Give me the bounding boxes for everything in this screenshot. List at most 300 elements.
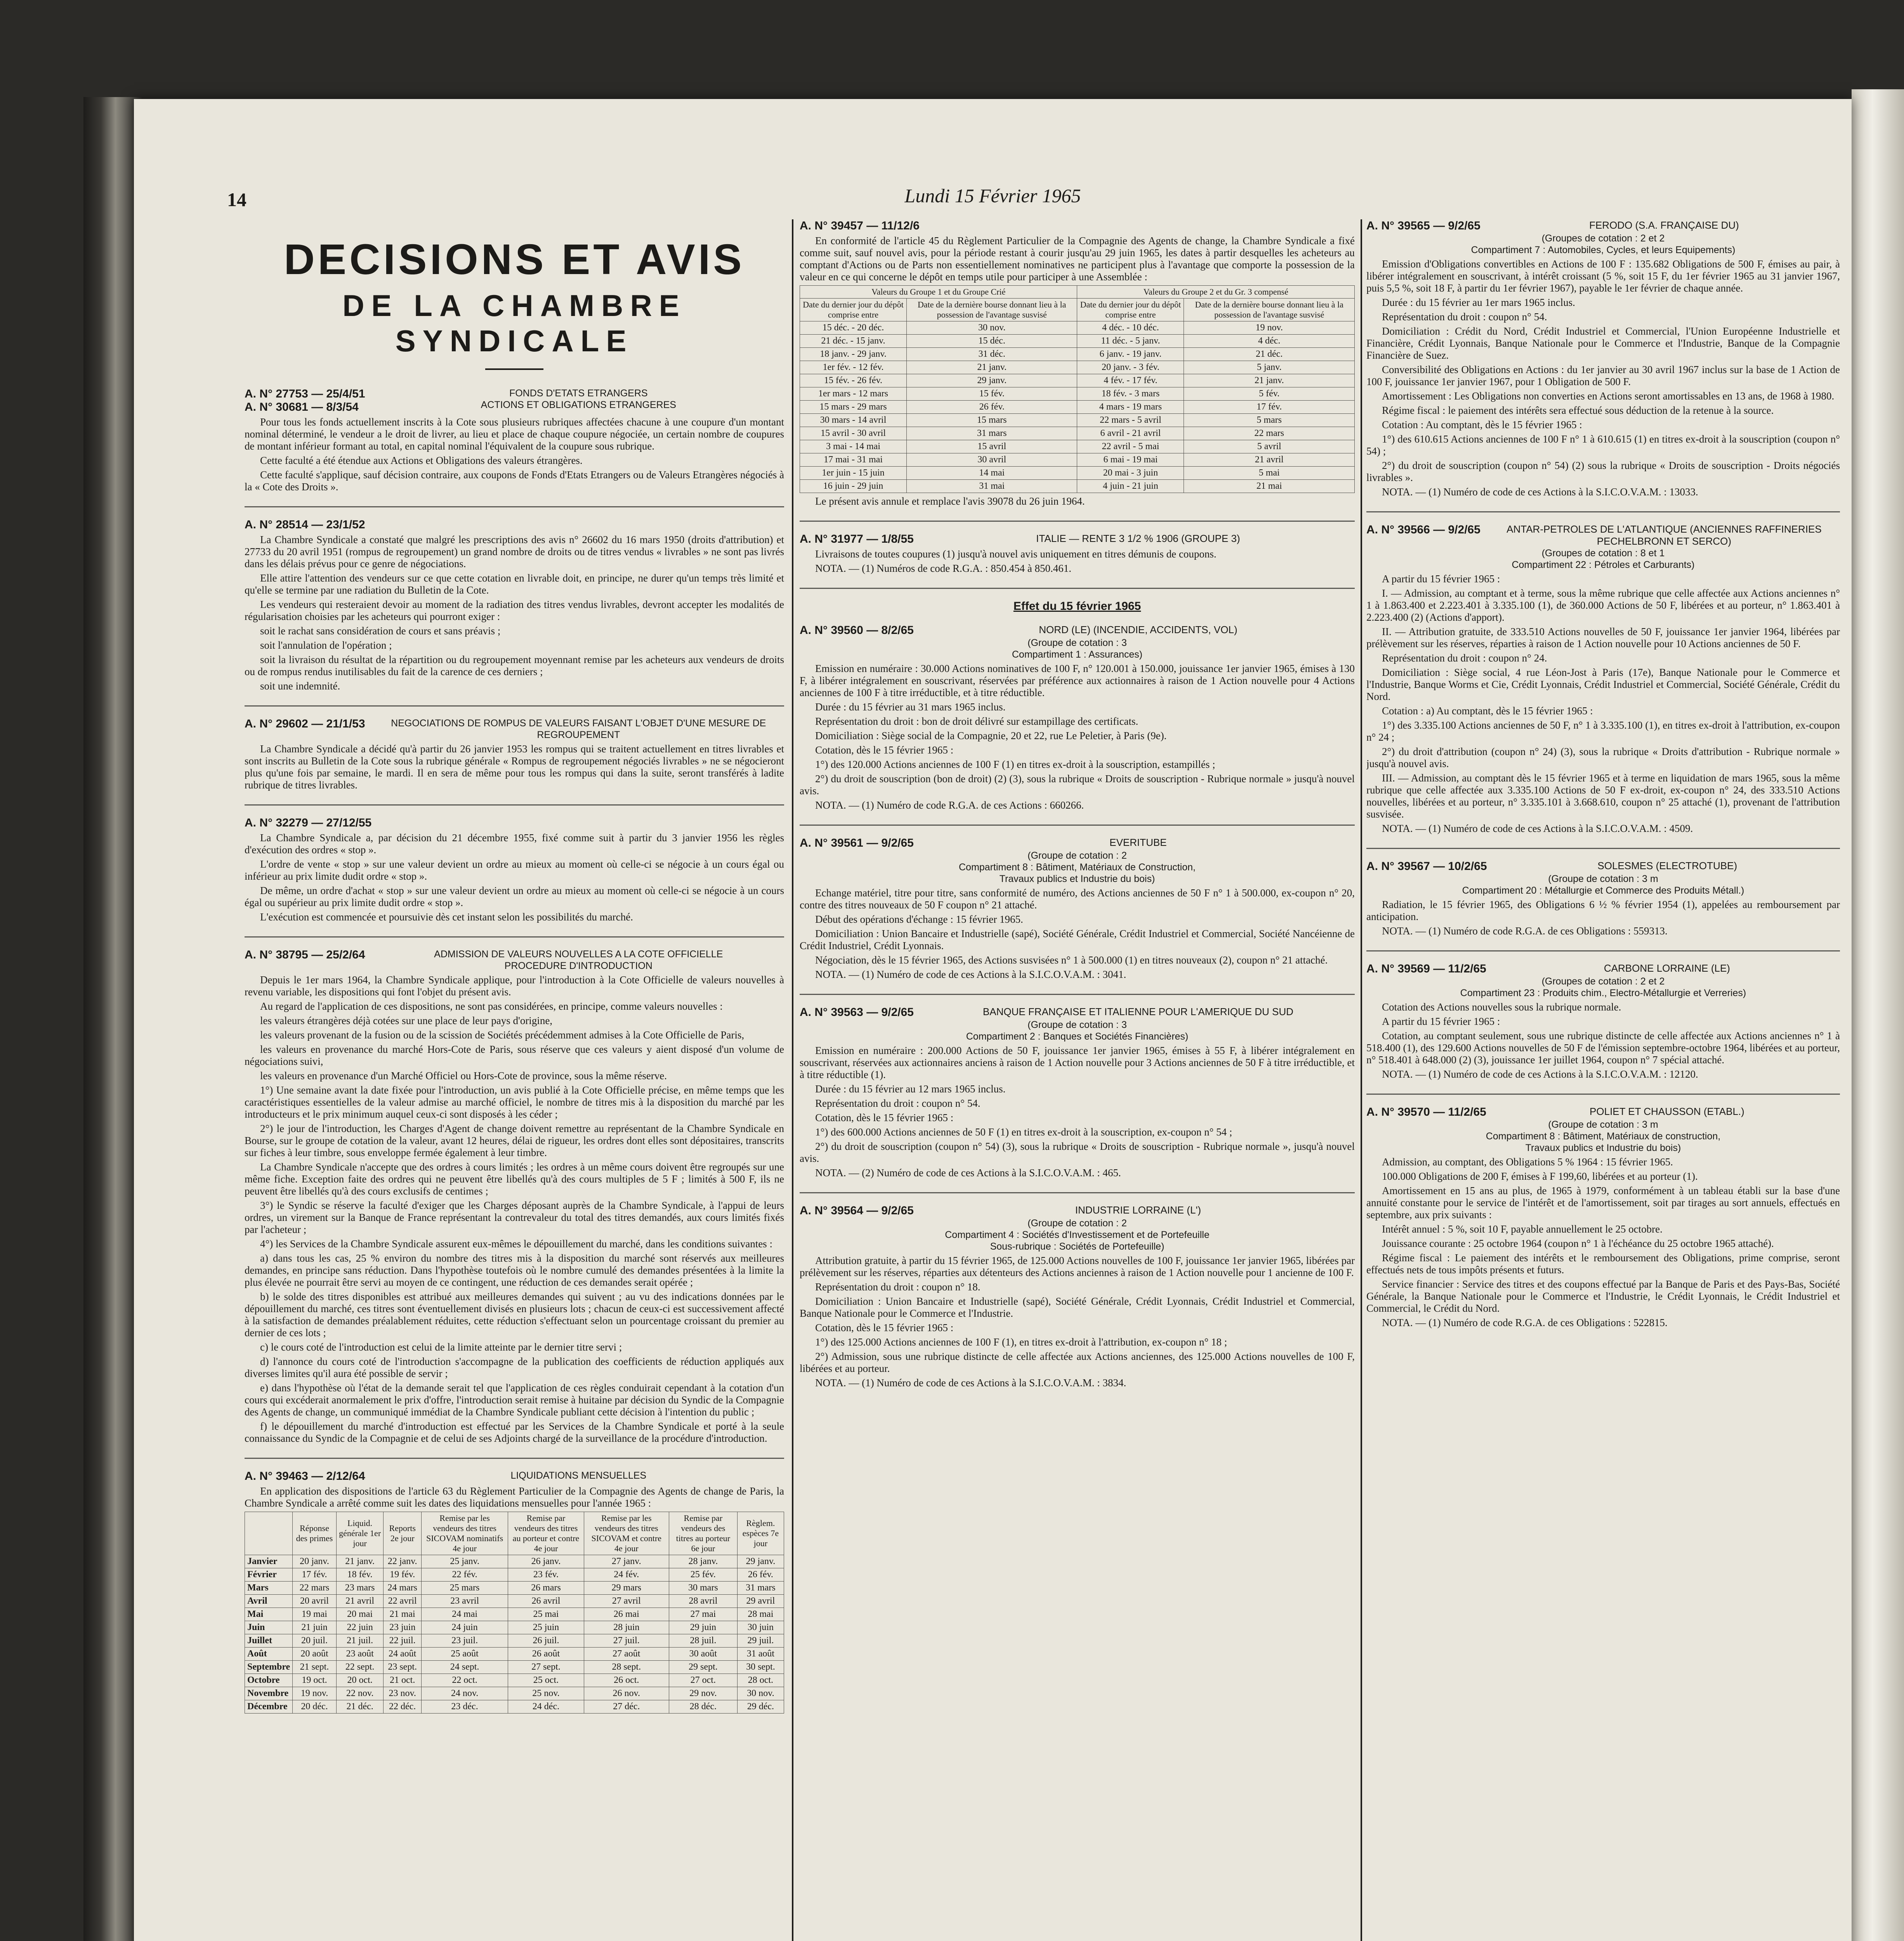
table-cell: 4 déc. - 10 déc. [1077, 321, 1184, 335]
avis-paragraph: A partir du 15 février 1965 : [1382, 573, 1500, 585]
avis-paragraph: Représentation du droit : coupon n° 24. [1382, 652, 1547, 664]
avis-paragraph: soit le rachat sans considération de cours et sans préavis ; [260, 625, 501, 637]
table-cell: 23 juin [384, 1621, 421, 1634]
table-header: Réponse des primes [293, 1512, 337, 1555]
avis-paragraph: Représentation du droit : bon de droit délivré sur estampillage des certificats. [815, 715, 1139, 727]
divider [1366, 1094, 1840, 1095]
table-cell: 21 déc. [1184, 348, 1355, 361]
avis-paragraph: II. — Attribution gratuite, de 333.510 Actions nouvelles de 50 F, jouissance 1er janvier 1964, libérées par prélèvement sur les réserves, réparties à raison de 1 Action nouvelle pour 10 Actions anciennes de 50 F. [1366, 626, 1840, 649]
avis-paragraph: f) le dépouillement du marché d'introduction est effectué par les Services de la Chambre Syndicale et porté à la seule connaissance du Syndic de la Compagnie et de celui de ses Adjoints chargé de la surveillance de la procédure d'introduction. [245, 1420, 784, 1444]
depot-table [800, 285, 1355, 493]
avis-refs [245, 1470, 365, 1483]
avis-paragraph: les valeurs en provenance d'un Marché Officiel ou Hors-Cote de province, sous la même réserve. [260, 1070, 667, 1082]
table-cell: 24 déc. [508, 1700, 584, 1714]
table-cell: 16 juin - 29 juin [800, 480, 907, 493]
avis-header [245, 816, 784, 830]
table-cell: 21 avril [1184, 453, 1355, 467]
avis-paragraph: Emission d'Obligations convertibles en Actions de 100 F : 135.682 Obligations de 500 F, émises au pair, à libérer intégralement en souscrivant, à intérêt croissant (5 %, soit 15 F, du 1er février 1965 au 31 janvier 1967, puis 5,5 %, soit 18 F, à partir du 1er février 1967), payable le 1er février de chaque année. [1366, 258, 1840, 294]
table-cell: 31 août [737, 1648, 784, 1661]
avis-note: NOTA. — (1) Numéro de code R.G.A. de ces Obligations : 522815. [1382, 1317, 1668, 1328]
table-cell: Août [245, 1648, 293, 1661]
table-row [245, 1555, 784, 1568]
avis-ref: A. N° 39566 — 9/2/65 [1366, 523, 1481, 536]
table-cell: 26 août [508, 1648, 584, 1661]
effet-heading: Effet du 15 février 1965 [1013, 600, 1141, 613]
avis-refs [245, 717, 365, 731]
table-row [245, 1661, 784, 1674]
avis-paragraph: Intérêt annuel : 5 %, soit 10 F, payable annuellement le 25 octobre. [1382, 1223, 1663, 1235]
table-cell: 5 avril [1184, 440, 1355, 453]
table-cell: 21 déc. [336, 1700, 384, 1714]
avis-paragraph: 1°) Une semaine avant la date fixée pour l'introduction, un avis publié à la Cote Officielle précise, en même temps que les caractéristiques essentielles de la valeur admise au marché officiel, le nombre de titres mis à la disposition du marché par les introducteurs et le prix minimum auquel ceux-ci sont disposés à les céder ; [245, 1084, 784, 1120]
avis-topic: ANTAR-PETROLES DE L'ATLANTIQUE (ANCIENNES RAFFINERIES PECHELBRONN ET SERCO) [1507, 523, 1822, 547]
table-cell: Mars [245, 1582, 293, 1595]
table-header-month [245, 1512, 293, 1555]
table-cell: 3 mai - 14 mai [800, 440, 907, 453]
table-cell: 29 avril [737, 1595, 784, 1608]
table-cell: 26 avril [508, 1595, 584, 1608]
avis-ref: A. N° 39561 — 9/2/65 [800, 837, 914, 849]
avis-paragraph: Les vendeurs qui resteraient devoir au moment de la radiation des titres vendus livrables, devront accepter les modalités de régularisation choisies par les acheteurs qui pourront exiger : [245, 599, 784, 622]
avis-entry [800, 533, 1355, 575]
avis-header [245, 387, 784, 414]
table-cell: 30 sept. [737, 1661, 784, 1674]
table-cell: 22 nov. [336, 1687, 384, 1700]
divider [245, 804, 784, 806]
avis-header [1366, 219, 1840, 233]
avis-paragraph: Echange matériel, titre pour titre, sans conformité de numéro, des Actions anciennes de 50 F n° 1 à 500.000, ex-coupon n° 20, contre des titres nouveaux de 50 F coupon n° 21 attaché. [800, 887, 1355, 911]
avis-ref: A. N° 28514 — 23/1/52 [245, 518, 365, 531]
avis-paragraph: III. — Admission, au comptant dès le 15 février 1965 et à terme en liquidation de mars 1965, sous la même rubrique que celle affectée aux 3.335.100 Actions de 50 F ex-droit, ex-coupon n° 24, des 333.510 Actions nouvelles, libérées et au porteur, n° 3.335.101 à 3.668.610, coupon n° 25 attaché (1), provenant de l'attribution susvisée. [1366, 772, 1840, 820]
table-cell: 24 sept. [421, 1661, 508, 1674]
table-cell: 22 oct. [421, 1674, 508, 1687]
facing-page-edge [1852, 89, 1904, 1941]
divider [1366, 950, 1840, 951]
table-cell: 15 fév. [906, 387, 1077, 401]
avis-paragraph: Cotation des Actions nouvelles sous la rubrique normale. [1382, 1001, 1621, 1013]
divider [800, 994, 1355, 995]
table-cell: 17 fév. [1184, 401, 1355, 414]
avis-topic: POLIET ET CHAUSSON (ETABL.) [1590, 1106, 1744, 1117]
avis-paragraph: 1°) des 120.000 Actions anciennes de 100 F (1) en titres ex-droit à la souscription, estampillés ; [815, 759, 1215, 770]
column-divider [792, 219, 793, 1941]
table-cell: 20 mai - 3 juin [1077, 467, 1184, 480]
table-cell: 20 avril [293, 1595, 337, 1608]
avis-paragraph: b) le solde des titres disponibles est attribué aux meilleures demandes qui suivent ; au vu des indications données par le dépouillement du marché, ces titres sont éventuellement divisés en plusieurs lots ; chacun de ceux-ci est successivement affecté à la satisfaction de demandes préalablement réduites, cette réduction s'effectuant selon un pourcentage croissant du premier au dernier de ces lots ; [245, 1291, 784, 1339]
avis-list [245, 387, 784, 1509]
avis-entry [1366, 1106, 1840, 1329]
table-header: Remise par vendeurs des titres au porteur 6e jour [669, 1512, 737, 1555]
table-cell: 26 juil. [508, 1634, 584, 1648]
avis-header [800, 1204, 1355, 1217]
table-cell: 23 avril [421, 1595, 508, 1608]
table-cell: 27 avril [584, 1595, 669, 1608]
avis-paragraph: 1°) des 125.000 Actions anciennes de 100 F (1), en titres ex-droit à l'attribution, ex-coupon n° 18 ; [815, 1336, 1227, 1348]
table-cell: 22 fév. [421, 1568, 508, 1582]
table-row [245, 1634, 784, 1648]
avis-topics [373, 1470, 784, 1481]
avis-subtitle: (Groupes de cotation : 8 et 1 [1541, 548, 1665, 559]
table-cell: 30 mars - 14 avril [800, 414, 907, 427]
avis-ref: A. N° 39463 — 2/12/64 [245, 1470, 365, 1483]
table-cell: 21 janv. [336, 1555, 384, 1568]
avis-paragraph: Cotation, dès le 15 février 1965 : [815, 1112, 954, 1123]
avis-topic: FERODO (S.A. FRANÇAISE DU) [1589, 219, 1739, 231]
avis-paragraph: En application des dispositions de l'article 63 du Règlement Particulier de la Compagnie des Agents de change de Paris, la Chambre Syndicale a arrêté comme suit les dates des liquidations mensuelles pour l'année 1965 : [245, 1485, 784, 1509]
table-cell: 26 janv. [508, 1555, 584, 1568]
avis-paragraph: 2°) du droit de souscription (coupon n° 54) (3), sous la rubrique « Droits de souscription - Rubrique normale », jusqu'à nouvel avis. [800, 1141, 1355, 1164]
table-row [245, 1621, 784, 1634]
table-cell: 5 mai [1184, 467, 1355, 480]
avis-topic: CARBONE LORRAINE (LE) [1604, 962, 1730, 974]
avis-topic: INDUSTRIE LORRAINE (L') [1075, 1204, 1201, 1216]
avis-ref: A. N° 39563 — 9/2/65 [800, 1006, 914, 1019]
avis-paragraph: Représentation du droit : coupon n° 18. [815, 1281, 981, 1293]
divider [800, 1192, 1355, 1193]
avis-entry [800, 1006, 1355, 1179]
table-cell: 22 juil. [384, 1634, 421, 1648]
table-cell: 24 mars [384, 1582, 421, 1595]
table-cell: 24 fév. [584, 1568, 669, 1582]
avis-paragraph: c) le cours coté de l'introduction est celui de la limite atteinte par le dernier titre servi ; [260, 1341, 622, 1353]
table-cell: 21 janv. [906, 361, 1077, 374]
section-title: DECISIONS ET AVIS [284, 236, 745, 283]
avis-topics [373, 387, 784, 411]
table-cell: 30 nov. [737, 1687, 784, 1700]
liquidation-table [245, 1512, 784, 1714]
avis-paragraph: Durée : du 15 février au 12 mars 1965 inclus. [815, 1083, 1006, 1095]
table-cell: 29 sept. [669, 1661, 737, 1674]
avis-paragraph: Service financier : Service des titres et des coupons effectué par la Banque de Paris et des Pays-Bas, Société Générale, la Banque Nationale pour le Commerce et l'Industrie, le Crédit Lyonnais, le Crédit Industriel et Commercial, le Crédit du Nord. [1366, 1278, 1840, 1314]
table-cell: 23 déc. [421, 1700, 508, 1714]
table-cell: 29 janv. [737, 1555, 784, 1568]
table-header: Date du dernier jour du dépôt comprise entre [1077, 299, 1184, 321]
table-cell: 22 avril [384, 1595, 421, 1608]
avis-topic: PROCEDURE D'INTRODUCTION [504, 960, 653, 971]
table-cell: 28 oct. [737, 1674, 784, 1687]
avis-header [1366, 1106, 1840, 1119]
avis-paragraph: Négociation, dès le 15 février 1965, des Actions susvisées n° 1 à 500.000 (1) en titres nouveaux (2), coupon n° 21 attaché. [815, 954, 1328, 966]
table-cell: 28 sept. [584, 1661, 669, 1674]
table-cell: 29 janv. [906, 374, 1077, 387]
table-cell: 20 janv. - 3 fév. [1077, 361, 1184, 374]
table-cell: 21 juil. [336, 1634, 384, 1648]
newspaper-page [134, 99, 1852, 1941]
avis-subtitle: (Groupe de cotation : 3 [1028, 637, 1127, 648]
avis-topics [373, 717, 784, 741]
avis-text: Livraisons de toutes coupures (1) jusqu'à nouvel avis uniquement en titres démunis de coupons. [815, 548, 1217, 560]
table-cell: 20 déc. [293, 1700, 337, 1714]
avis-refs [245, 518, 365, 531]
avis-note: NOTA. — (1) Numéro de code R.G.A. de ces Actions : 660266. [815, 799, 1084, 811]
table-cell: 5 janv. [1184, 361, 1355, 374]
table-cell: 25 mai [508, 1608, 584, 1621]
avis-note: NOTA. — (1) Numéro de code R.G.A. de ces Obligations : 559313. [1382, 925, 1668, 937]
table-row [800, 348, 1355, 361]
table-cell: 6 avril - 21 avril [1077, 427, 1184, 440]
avis-paragraph: Radiation, le 15 février 1965, des Obligations 6 ½ % février 1954 (1), appelées au remboursement par anticipation. [1366, 899, 1840, 922]
table-cell: Juin [245, 1621, 293, 1634]
table-row [800, 401, 1355, 414]
avis-paragraph: Début des opérations d'échange : 15 février 1965. [815, 913, 1023, 925]
avis-entry [1366, 523, 1840, 835]
avis-refs [245, 387, 365, 414]
avis-paragraph: Cette faculté s'applique, sauf décision contraire, aux coupons de Fonds d'Etats Etrangers ou de Valeurs Etrangères négociés à la « Cote des Droits ». [245, 469, 784, 493]
table-cell: 24 mai [421, 1608, 508, 1621]
avis-ref: A. N° 31977 — 1/8/55 [800, 533, 914, 545]
table-cell: 23 sept. [384, 1661, 421, 1674]
avis-paragraph: 1°) des 600.000 Actions anciennes de 50 F (1) en titres ex-droit à la souscription, ex-coupon n° 54 ; [815, 1126, 1232, 1138]
avis-paragraph: A partir du 15 février 1965 : [1382, 1016, 1500, 1027]
column-divider [1361, 219, 1362, 1941]
table-cell: 4 déc. [1184, 335, 1355, 348]
table-row [800, 427, 1355, 440]
column-3 [1366, 219, 1840, 1941]
avis-ref: A. N° 29602 — 21/1/53 [245, 717, 365, 730]
table-row [245, 1582, 784, 1595]
divider [800, 521, 1355, 522]
avis-ref: A. N° 39569 — 11/2/65 [1366, 962, 1486, 975]
table-cell: 25 nov. [508, 1687, 584, 1700]
avis-subtitle: (Groupe de cotation : 3 m [1548, 873, 1658, 884]
table-cell: 15 déc. - 20 déc. [800, 321, 907, 335]
avis-paragraph: e) dans l'hypothèse où l'état de la demande serait tel que l'application de ces règles conduirait cependant à la cotation d'un cours qui excéderait anormalement le prix d'offre, l'introduction serait remise à huitaine par décision du Syndic de la Compagnie des Agents de change, un communiqué immédiat de la Chambre Syndicale publiant cette décision à l'intention du public ; [245, 1382, 784, 1418]
avis-entry [245, 948, 784, 1444]
section-subtitle: DE LA CHAMBRE SYNDICALE [342, 288, 686, 358]
avis-paragraph: 2°) du droit de souscription (coupon n° 54) (2) sous la rubrique « Droits de souscription - Droits négociés livrables ». [1366, 460, 1840, 483]
table-cell: Mai [245, 1608, 293, 1621]
avis-paragraph: soit l'annulation de l'opération ; [260, 639, 392, 651]
table-cell: 26 fév. [906, 401, 1077, 414]
avis-entry [245, 1470, 784, 1509]
avis-paragraph: 2°) du droit de souscription (bon de droit) (2) (3), sous la rubrique « Droits de souscription - Rubrique normale » jusqu'à nouvel avis. [800, 773, 1355, 797]
table-header: Remise par les vendeurs des titres SICOVAM nominatifs 4e jour [421, 1512, 508, 1555]
avis-paragraph: Domiciliation : Siège social de la Compagnie, 20 et 22, rue Le Peletier, à Paris (9e). [815, 730, 1167, 741]
avis-note: NOTA. — (1) Numéro de code de ces Actions à la S.I.C.O.V.A.M. : 12120. [1382, 1068, 1698, 1080]
avis-note: NOTA. — (1) Numéro de code de ces Actions à la S.I.C.O.V.A.M. : 3834. [815, 1377, 1126, 1389]
table-cell: 15 mars - 29 mars [800, 401, 907, 414]
avis-paragraph: Amortissement : Les Obligations non converties en Actions seront amortissables en 13 ans, de 1968 à 1980. [1382, 390, 1835, 402]
table-cell: 17 fév. [293, 1568, 337, 1582]
avis-paragraph: Cotation : Au comptant, dès le 15 février 1965 : [1382, 419, 1582, 431]
table-cell: 19 mai [293, 1608, 337, 1621]
avis-ref: A. N° 32279 — 27/12/55 [245, 816, 372, 829]
table-cell: 19 fév. [384, 1568, 421, 1582]
page-number: 14 [227, 189, 246, 210]
avis-topics [373, 948, 784, 972]
table-cell: Octobre [245, 1674, 293, 1687]
avis-paragraph: Cotation, dès le 15 février 1965 : [815, 744, 954, 756]
table-row [245, 1648, 784, 1661]
table-row [800, 335, 1355, 348]
avis-list [800, 624, 1355, 1389]
table-cell: 4 juin - 21 juin [1077, 480, 1184, 493]
table-cell: 1er mars - 12 mars [800, 387, 907, 401]
avis-paragraph: 2°) du droit d'attribution (coupon n° 24) (3), sous la rubrique « Droits d'attribution - Rubrique normale » jusqu'à nouvel avis. [1366, 746, 1840, 769]
avis-header [800, 1006, 1355, 1019]
table-cell: 20 août [293, 1648, 337, 1661]
avis-paragraph: Amortissement en 15 ans au plus, de 1965 à 1979, conformément à un tableau établi sur la base d'une annuité constante pour le service de l'intérêt et de l'amortissement, soit par tirages au sort annuels, effectués en septembre, aux prix suivants : [1366, 1185, 1840, 1221]
avis-paragraph: soit la livraison du résultat de la répartition ou du regroupement moyennant remise par les acheteurs aux vendeurs de droits ou de rompus rendus inutilisables du fait de la carence de ces derniers ; [245, 654, 784, 677]
table-cell: 23 fév. [508, 1568, 584, 1582]
avis-ref: A. N° 39567 — 10/2/65 [1366, 860, 1487, 873]
avis-paragraph: Attribution gratuite, à partir du 15 février 1965, de 125.000 Actions nouvelles de 100 F, jouissance 1er janvier 1965, libérées par prélèvement sur les réserves, réparties aux détenteurs des Actions anciennes à raison de 1 Action nouvelle pour 1 ancienne de 100 F. [800, 1255, 1355, 1278]
avis-subtitle: Compartiment 23 : Produits chim., Electro-Métallurgie et Verreries) [1460, 988, 1746, 998]
avis-paragraph: les valeurs provenant de la fusion ou de la scission de Sociétés précédemment admises à la Cote Officielle de Paris, [260, 1029, 745, 1041]
table-cell: 27 mai [669, 1608, 737, 1621]
table-cell: 19 nov. [293, 1687, 337, 1700]
table-cell: 17 mai - 31 mai [800, 453, 907, 467]
table-cell: 22 juin [336, 1621, 384, 1634]
avis-subtitle: Compartiment 2 : Banques et Sociétés Financières) [966, 1031, 1189, 1042]
divider [245, 1458, 784, 1459]
table-cell: 23 nov. [384, 1687, 421, 1700]
avis-ref: A. N° 39560 — 8/2/65 [800, 624, 914, 637]
table-cell: 6 janv. - 19 janv. [1077, 348, 1184, 361]
avis-paragraph: L'ordre de vente « stop » sur une valeur devient un ordre au mieux au moment où celle-ci se négocie à un cours égal ou inférieur au prix limite dudit ordre « stop ». [245, 858, 784, 882]
table-cell: 29 nov. [669, 1687, 737, 1700]
avis-paragraph: 2°) Admission, sous une rubrique distincte de celle affectée aux Actions anciennes, des 125.000 Actions nouvelles de 100 F, libérées et au porteur. [800, 1351, 1355, 1374]
avis-subtitle: Compartiment 22 : Pétroles et Carburants) [1512, 559, 1695, 570]
table-cell: 24 juin [421, 1621, 508, 1634]
table-cell: 22 mars [1184, 427, 1355, 440]
avis-header [1366, 523, 1840, 547]
table-cell: 21 mai [1184, 480, 1355, 493]
avis-note: NOTA. — (1) Numéro de code de ces Actions à la S.I.C.O.V.A.M. : 13033. [1382, 486, 1698, 498]
avis-header [800, 624, 1355, 637]
avis-paragraph: d) l'annonce du cours coté de l'introduction s'accompagne de la publication des coefficients de réduction appliqués aux diverses limites qu'il aura été possible de servir ; [245, 1356, 784, 1379]
table-cell: 25 juin [508, 1621, 584, 1634]
table-cell: 21 mai [384, 1608, 421, 1621]
avis-topic: ITALIE — RENTE 3 1/2 % 1906 (GROUPE 3) [1036, 533, 1240, 544]
table-row [245, 1608, 784, 1621]
table-cell: Septembre [245, 1661, 293, 1674]
avis-header [1366, 860, 1840, 873]
table-cell: 25 août [421, 1648, 508, 1661]
avis-subtitle: (Groupe de cotation : 3 m [1548, 1119, 1658, 1130]
table-cell: 27 sept. [508, 1661, 584, 1674]
table-cell: 30 août [669, 1648, 737, 1661]
table-cell: 14 mai [906, 467, 1077, 480]
table-cell: 22 avril - 5 mai [1077, 440, 1184, 453]
avis-paragraph: Représentation du droit : coupon n° 54. [815, 1097, 981, 1109]
table-row [800, 480, 1355, 493]
table-cell: 30 avril [906, 453, 1077, 467]
table-cell: 27 janv. [584, 1555, 669, 1568]
table-cell: 22 mars - 5 avril [1077, 414, 1184, 427]
table-cell: 20 mai [336, 1608, 384, 1621]
table-cell: 24 nov. [421, 1687, 508, 1700]
table-cell: 20 janv. [293, 1555, 337, 1568]
table-cell: Avril [245, 1595, 293, 1608]
avis-list [1366, 219, 1840, 1329]
table-row [800, 467, 1355, 480]
avis-entry [245, 387, 784, 493]
title-rule [485, 368, 543, 370]
avis-ref: A. N° 39457 — 11/12/6 [800, 219, 920, 232]
divider [245, 936, 784, 938]
table-cell: Décembre [245, 1700, 293, 1714]
avis-note: NOTA. — (1) Numéro de code de ces Actions à la S.I.C.O.V.A.M. : 3041. [815, 969, 1126, 980]
avis-paragraph: La Chambre Syndicale a constaté que malgré les prescriptions des avis n° 26602 du 16 mars 1950 (droits d'attribution) et 27733 du 20 avril 1951 (rompus de regroupement) un grand nombre de droits ou de titres vendus « livrables » ne sont pas livrés dans les délais prévus pour ce genre de négociations. [245, 534, 784, 569]
avis-ref: A. N° 39570 — 11/2/65 [1366, 1106, 1486, 1118]
table-cell: 21 janv. [1184, 374, 1355, 387]
avis-topic: BANQUE FRANÇAISE ET ITALIENNE POUR L'AMERIQUE DU SUD [982, 1006, 1293, 1017]
table-cell: 15 mars [906, 414, 1077, 427]
table-header: Liquid. générale 1er jour [336, 1512, 384, 1555]
table-cell: 18 fév. - 3 mars [1077, 387, 1184, 401]
table-cell: 25 oct. [508, 1674, 584, 1687]
table-cell: 31 déc. [906, 348, 1077, 361]
avis-entry [800, 624, 1355, 811]
table-cell: 28 janv. [669, 1555, 737, 1568]
table-cell: 28 juin [584, 1621, 669, 1634]
table-group-header: Valeurs du Groupe 1 et du Groupe Crié [800, 286, 1077, 299]
avis-ref: A. N° 27753 — 25/4/51 [245, 387, 365, 400]
avis-note: NOTA. — (2) Numéro de code de ces Actions à la S.I.C.O.V.A.M. : 465. [815, 1167, 1121, 1179]
avis-paragraph: Jouissance courante : 25 octobre 1964 (coupon n° 1 à l'échéance du 25 octobre 1965 attaché). [1382, 1238, 1774, 1249]
avis-subtitle: (Groupe de cotation : 2 [1028, 850, 1127, 861]
avis-paragraph: 4°) les Services de la Chambre Syndicale assurent eux-mêmes le dépouillement du marché, dans les conditions suivantes : [260, 1238, 772, 1250]
table-cell: 23 juil. [421, 1634, 508, 1648]
table-row [800, 387, 1355, 401]
avis-ref: A. N° 30681 — 8/3/54 [245, 401, 359, 413]
avis-topic: EVERITUBE [1109, 837, 1167, 848]
table-cell: 18 janv. - 29 janv. [800, 348, 907, 361]
table-cell: 26 mai [584, 1608, 669, 1621]
table-cell: 15 fév. - 26 fév. [800, 374, 907, 387]
avis-topic: NEGOCIATIONS DE ROMPUS DE VALEURS FAISANT L'OBJET D'UNE MESURE DE REGROUPEMENT [391, 718, 766, 740]
table-cell: 25 janv. [421, 1555, 508, 1568]
avis-paragraph: les valeurs étrangères déjà cotées sur une place de leur pays d'origine, [260, 1015, 553, 1026]
avis-paragraph: Régime fiscal : Le paiement des intérêts et le remboursement des Obligations, prime comprise, seront effectués nets de tous impôts présents et futurs. [1366, 1252, 1840, 1276]
table-header: Date du dernier jour du dépôt comprise entre [800, 299, 907, 321]
avis-paragraph: Admission, au comptant, des Obligations 5 % 1964 : 15 février 1965. [1382, 1156, 1673, 1168]
table-cell: 27 août [584, 1648, 669, 1661]
avis-subtitle: Compartiment 4 : Sociétés d'Investissement et de Portefeuille [945, 1229, 1210, 1240]
table-cell: 26 fév. [737, 1568, 784, 1582]
avis-paragraph: Depuis le 1er mars 1964, la Chambre Syndicale applique, pour l'introduction à la Cote Officielle de valeurs nouvelles à revenu variable, les dispositions qui font l'objet du présent avis. [245, 974, 784, 998]
table-cell: 24 août [384, 1648, 421, 1661]
avis-topic: NORD (LE) (INCENDIE, ACCIDENTS, VOL) [1039, 624, 1238, 635]
table-header: Remise par vendeurs des titres au porteur et contre 4e jour [508, 1512, 584, 1555]
table-cell: 31 mai [906, 480, 1077, 493]
table-row [245, 1568, 784, 1582]
table-cell: 19 nov. [1184, 321, 1355, 335]
table-cell: 4 fév. - 17 fév. [1077, 374, 1184, 387]
table-cell: 18 fév. [336, 1568, 384, 1582]
avis-subtitle: Compartiment 20 : Métallurgie et Commerce des Produits Métall.) [1462, 885, 1744, 896]
avis-paragraph: Cotation : a) Au comptant, dès le 15 février 1965 : [1382, 705, 1593, 717]
table-cell: 21 oct. [384, 1674, 421, 1687]
column-1 [245, 219, 784, 1941]
table-cell: 20 juil. [293, 1634, 337, 1648]
table-cell: 26 mars [508, 1582, 584, 1595]
avis-paragraph: soit une indemnité. [260, 680, 340, 692]
avis-paragraph: 3°) le Syndic se réserve la faculté d'exiger que les Charges déposant auprès de la Chambre Syndicale, à l'appui de leurs ordres, un virement sur la Banque de France représentant la contrevaleur du total des titres demandés, aux cours limités fixés par l'acheteur ; [245, 1200, 784, 1235]
avis-header [245, 518, 784, 531]
avis-topic: SOLESMES (ELECTROTUBE) [1597, 860, 1737, 872]
table-cell: 22 janv. [384, 1555, 421, 1568]
avis-paragraph: Elle attire l'attention des vendeurs sur ce que cette cotation en livrable doit, en principe, ne durer qu'un temps très limité et qu'elle se termine par une radiation du Bulletin de la Cote. [245, 572, 784, 596]
avis-note: NOTA. — (1) Numéros de code R.G.A. : 850.454 à 850.461. [815, 563, 1071, 574]
table-cell: 4 mars - 19 mars [1077, 401, 1184, 414]
table-cell: 5 fév. [1184, 387, 1355, 401]
avis-subtitle: (Groupe de cotation : 3 [1028, 1019, 1127, 1030]
avis-subtitle: (Groupes de cotation : 2 et 2 [1541, 976, 1665, 987]
avis-entry [245, 717, 784, 791]
avis-paragraph: Durée : du 15 février au 1er mars 1965 inclus. [1382, 297, 1575, 308]
